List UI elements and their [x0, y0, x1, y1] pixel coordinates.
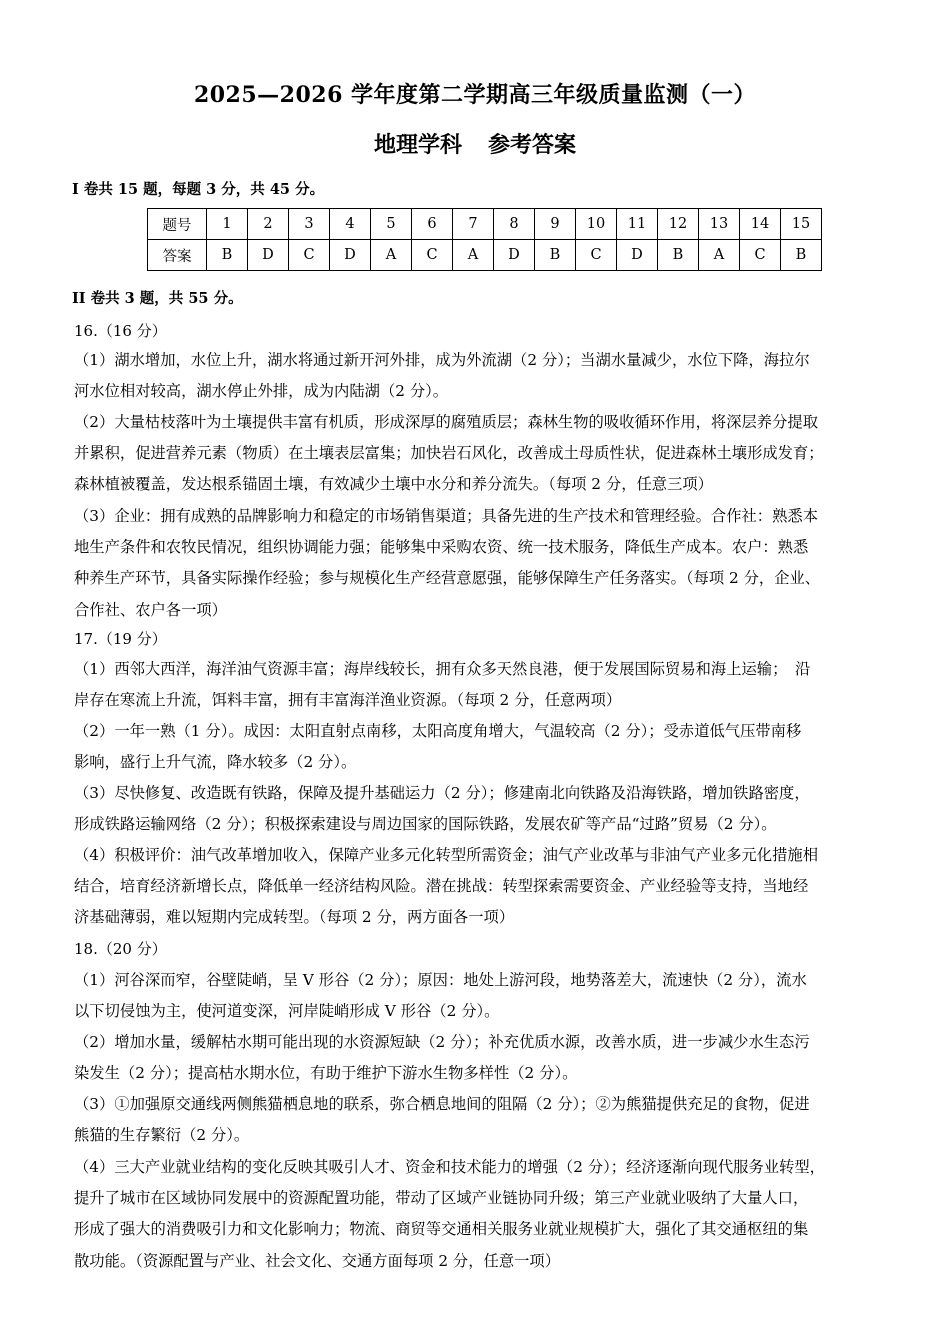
question-18-part-2 — [74, 1027, 880, 1089]
text-line: 河水位相对较高，湖水停止外排，成为内陆湖（2 分）。 — [74, 382, 449, 401]
question-18-part-3 — [74, 1089, 880, 1151]
text-line: （1）湖水增加，水位上升，湖水将通过新开河外排，成为外流湖（2 分）；当湖水量减少，水位下降，海拉尔 — [74, 351, 810, 369]
question-number: 14 — [740, 209, 781, 240]
question-number: 12 — [658, 209, 699, 240]
text-line: 形成了强大的消费吸引力和文化影响力；物流、商贸等交通相关服务业就业规模扩大，强化了其交通枢纽的集 — [74, 1220, 809, 1239]
answer-cell: B — [658, 240, 699, 271]
answer-cell: A — [453, 240, 494, 271]
answer-key-label: 参考答案 — [488, 132, 577, 158]
question-18-part-1 — [74, 965, 880, 1027]
page-subtitle — [0, 128, 950, 159]
answer-row — [148, 240, 822, 271]
answer-cell: C — [412, 240, 453, 271]
answer-cell: D — [617, 240, 658, 271]
question-number: 15 — [781, 209, 822, 240]
answer-cell: D — [494, 240, 535, 271]
text-line: 岸存在寒流上升流，饵料丰富，拥有丰富海洋渔业资源。（每项 2 分，任意两项） — [74, 691, 622, 710]
text-line: （4）三大产业就业结构的变化反映其吸引人才、资金和技术能力的增强（2 分）；经济逐渐向现代服务业转型， — [74, 1158, 825, 1176]
text-line: 提升了城市在区域协同发展中的资源配置功能，带动了区域产业链协同升级；第三产业就业吸纳了大量人口， — [74, 1189, 809, 1208]
question-number: 2 — [248, 209, 289, 240]
text-line: （2）一年一熟（1 分）。成因：太阳直射点南移，太阳高度角增大，气温较高（2 分）；受赤道低气压带南移 — [74, 722, 802, 740]
question-17-part-4 — [74, 840, 880, 934]
text-line: （3）尽快修复、改造既有铁路，保障及提升基础运力（2 分）；修建南北向铁路及沿海铁路，增加铁路密度， — [74, 784, 810, 802]
answer-cell: B — [781, 240, 822, 271]
text-line: 以下切侵蚀为主，使河道变深，河岸陡峭形成 V 形谷（2 分）。 — [74, 1002, 500, 1021]
answer-cell: C — [740, 240, 781, 271]
text-line: 合作社、农户各一项） — [74, 600, 227, 619]
question-number: 13 — [699, 209, 740, 240]
question-17-part-1 — [74, 654, 880, 716]
section-two-heading: II 卷共 3 题，共 55 分。 — [72, 290, 243, 307]
question-17-part-3 — [74, 778, 880, 840]
question-number: 4 — [330, 209, 371, 240]
answer-cell: D — [248, 240, 289, 271]
question-16-part-3 — [74, 501, 880, 626]
question-number: 8 — [494, 209, 535, 240]
question-number: 6 — [412, 209, 453, 240]
question-number: 7 — [453, 209, 494, 240]
answer-cell: B — [535, 240, 576, 271]
answer-cell: A — [699, 240, 740, 271]
question-18-part-4 — [74, 1152, 880, 1277]
question-number: 1 — [207, 209, 248, 240]
text-line: 染发生（2 分）；提高枯水期水位，有助于维护下游水生物多样性（2 分）。 — [74, 1064, 578, 1083]
text-line: （3）企业：拥有成熟的品牌影响力和稳定的市场销售渠道；具备先进的生产技术和管理经验。合作社：熟悉本 — [74, 507, 818, 525]
text-line: 并累积，促进营养元素（物质）在土壤表层富集；加快岩石风化，改善成土母质性状，促进森林土壤形成发育； — [74, 444, 824, 463]
text-line: （1）西邻大西洋，海洋油气资源丰富；海岸线较长，拥有众多天然良港，便于发展国际贸易和海上运输； 沿 — [74, 660, 811, 678]
question-number: 9 — [535, 209, 576, 240]
question-17-heading: 17.（19 分） — [74, 630, 167, 648]
question-number: 11 — [617, 209, 658, 240]
text-line: 结合，培育经济新增长点，降低单一经济结构风险。潜在挑战：转型探索需要资金、产业经验等支持，当地经 — [74, 877, 809, 896]
answer-cell: C — [289, 240, 330, 271]
text-line: （3）①加强原交通线两侧熊猫栖息地的联系，弥合栖息地间的阻隔（2 分）；②为熊猫提供充足的食物，促进 — [74, 1095, 810, 1113]
question-17-part-2 — [74, 716, 880, 778]
text-line: 影响，盛行上升气流，降水较多（2 分）。 — [74, 753, 357, 772]
answer-cell: D — [330, 240, 371, 271]
text-line: 地生产条件和农牧民情况，组织协调能力强；能够集中采购农资、统一技术服务，降低生产成本。农户：熟悉 — [74, 538, 809, 557]
text-line: （4）积极评价：油气改革增加收入，保障产业多元化转型所需资金；油气产业改革与非油气产业多元化措施相 — [74, 846, 818, 864]
text-line: （2）增加水量，缓解枯水期可能出现的水资源短缺（2 分）；补充优质水源，改善水质，进一步减少水生态污 — [74, 1033, 810, 1051]
question-16-part-1 — [74, 345, 880, 407]
text-line: （1）河谷深而窄，谷壁陡峭，呈 V 形谷（2 分）；原因：地处上游河段，地势落差大，流速快（2 分），流水 — [74, 971, 807, 989]
text-line: 散功能。（资源配置与产业、社会文化、交通方面每项 2 分，任意一项） — [74, 1251, 561, 1270]
page-title: 2025—2026 学年度第二学期高三年级质量监测（一） — [193, 82, 757, 108]
text-line: 熊猫的生存繁衍（2 分）。 — [74, 1126, 250, 1145]
text-line: 种养生产环节，具备实际操作经验；参与规模化生产经营意愿强，能够保障生产任务落实。（每项 2 分，企业、 — [74, 569, 821, 588]
text-line: 森林植被覆盖，发达根系锚固土壤，有效减少土壤中水分和养分流失。（每项 2 分，任意三项） — [74, 475, 713, 494]
text-line: 形成铁路运输网络（2 分）；积极探索建设与周边国家的国际铁路，发展农矿等产品“过路”贸易（2 分）。 — [74, 815, 777, 834]
answer-cell: A — [371, 240, 412, 271]
question-number-row — [148, 209, 822, 240]
question-16-heading: 16.（16 分） — [74, 322, 167, 340]
subject-label: 地理学科 — [373, 132, 462, 158]
question-number: 5 — [371, 209, 412, 240]
table-answer-label-cell: 答案 — [148, 240, 207, 271]
table-header-cell: 题号 — [148, 209, 207, 240]
text-line: 济基础薄弱，难以短期内完成转型。（每项 2 分，两方面各一项） — [74, 908, 515, 927]
answer-table — [147, 208, 822, 271]
answer-cell: C — [576, 240, 617, 271]
section-one-heading: I 卷共 15 题，每题 3 分，共 45 分。 — [72, 181, 325, 198]
text-line: （2）大量枯枝落叶为土壤提供丰富有机质，形成深厚的腐殖质层；森林生物的吸收循环作用，将深层养分提取 — [74, 413, 818, 431]
question-number: 3 — [289, 209, 330, 240]
question-number: 10 — [576, 209, 617, 240]
answer-cell: B — [207, 240, 248, 271]
question-16-part-2 — [74, 407, 880, 501]
question-18-heading: 18.（20 分） — [74, 940, 167, 958]
